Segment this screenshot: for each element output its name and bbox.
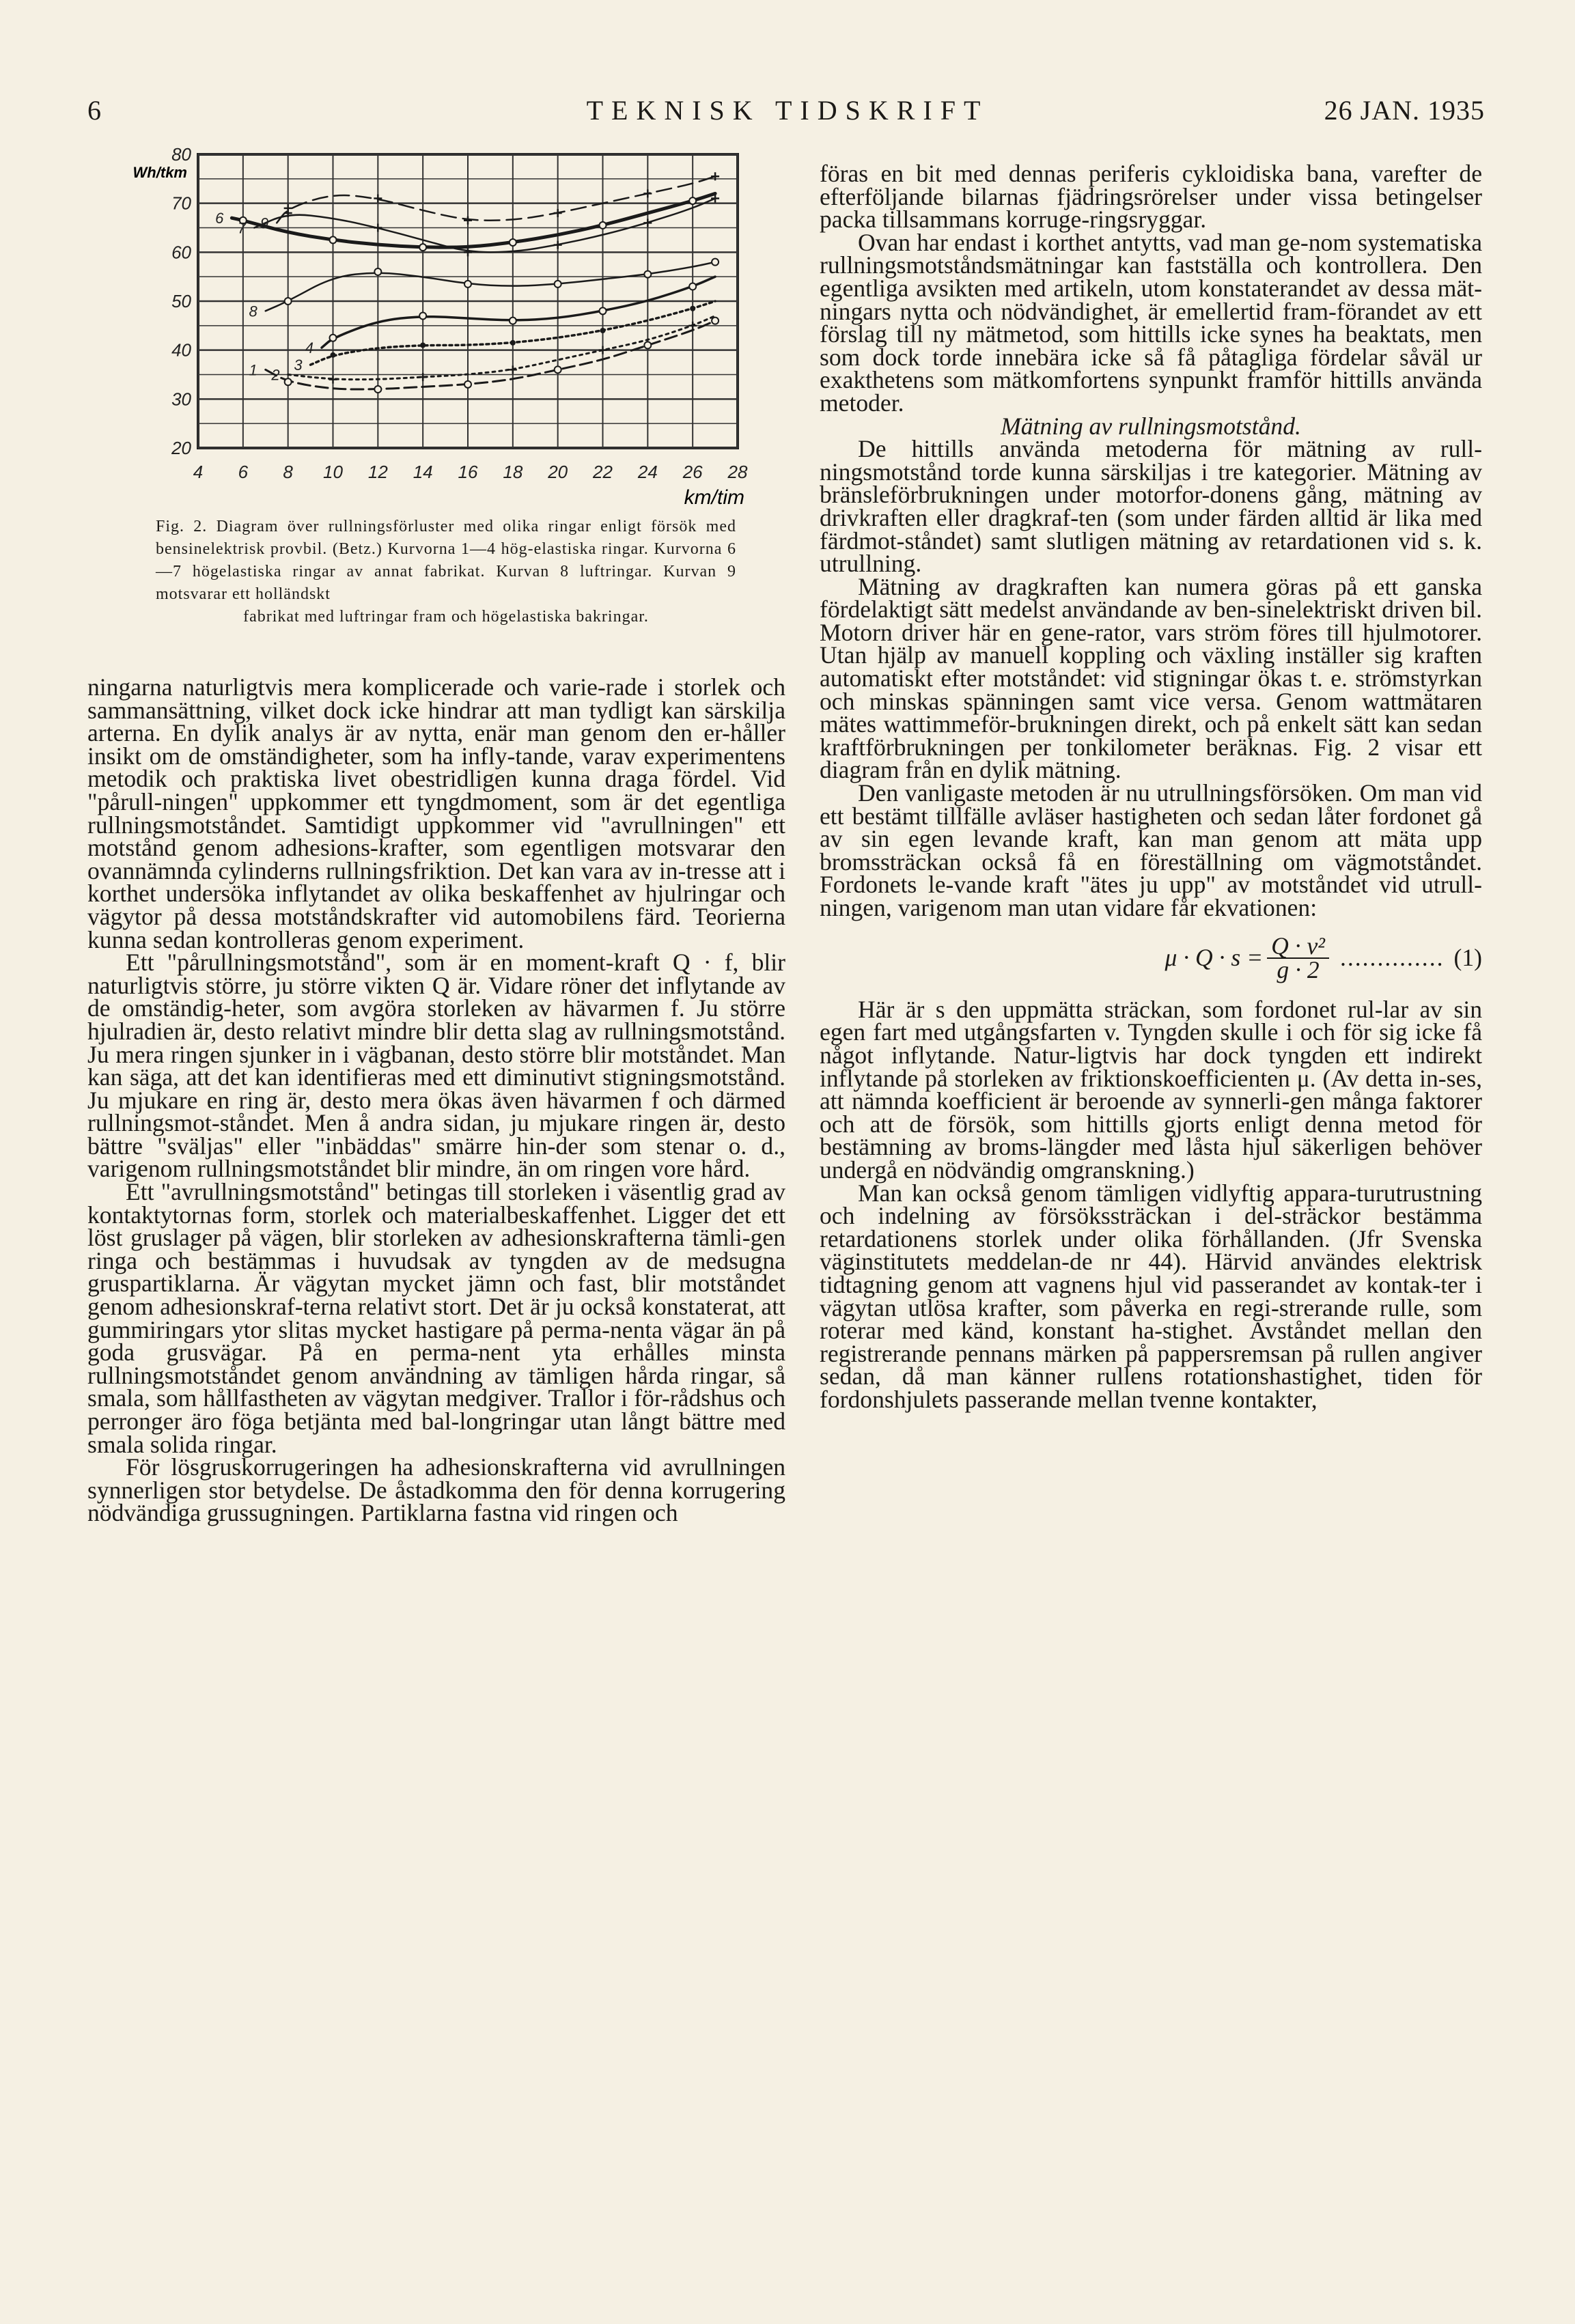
- data-point: [689, 197, 696, 204]
- data-point: [510, 318, 516, 324]
- data-point: [555, 281, 561, 288]
- x-axis-label: km/tim: [684, 486, 744, 509]
- rolling-loss-chart: [102, 127, 785, 509]
- left-column: [87, 673, 785, 1527]
- figure-caption: [156, 516, 736, 628]
- y-tick-label: 80: [171, 144, 191, 165]
- section-heading: Mätning av rullningsmotstånd.: [1001, 412, 1301, 440]
- x-tick-label: 22: [593, 462, 613, 482]
- data-point: [554, 241, 562, 249]
- data-point: [554, 209, 562, 217]
- data-point: [643, 189, 652, 197]
- paragraph: Ovan har endast i korthet antytts, vad man ge-nom systematiska rullningsmotståndsmätningar kan fastställa och kontrollera. Den egentliga avsikten med artikeln, utom konstaterandet av dessa mät-ningars nytta och nödvändighet, är emellertid fram-förandet av ett förslag till ny mätmetod, som hittills icke synes ha beaktats, men som dock torde innebära icke så få påtagliga fördelar såväl ur exakthetens som mätkomfortens synpunkt framför hittills använda metoder.: [820, 228, 1482, 417]
- page-number: 6: [87, 95, 102, 126]
- data-point: [331, 352, 336, 358]
- data-point: [374, 386, 381, 393]
- y-tick-label: 60: [171, 242, 191, 263]
- x-tick-label: 10: [323, 462, 343, 482]
- equation-number: (1): [1453, 944, 1482, 972]
- x-tick-label: 28: [727, 462, 748, 482]
- paragraph: föras en bit med dennas periferis cykloidiska bana, varefter de efterföljande bilarnas fjädringsrörelser under vissa betingelser packa tillsammans korruge-ringsryggar.: [820, 160, 1482, 234]
- curve-label: 8: [249, 303, 257, 320]
- data-point: [510, 340, 516, 346]
- curve-label: 7: [238, 219, 247, 237]
- y-tick-label: 40: [171, 339, 191, 361]
- curve-label: 4: [305, 339, 314, 357]
- data-point: [420, 343, 426, 348]
- equation-leader-dots: ..............: [1339, 944, 1445, 972]
- data-point: [644, 342, 651, 349]
- equation-numerator: Q · v²: [1267, 935, 1329, 960]
- right-column: [820, 160, 1482, 1413]
- y-tick-label: 30: [171, 389, 191, 410]
- data-point: [374, 268, 381, 275]
- curve-label: 1: [249, 361, 257, 379]
- equation-fraction: [1267, 932, 1329, 984]
- paragraph: ningarna naturligtvis mera komplicerade och varie-rade i storlek och sammansättning, vilket dock icke hindrar att man tydligt kan särskilja arterna. En dylik analys är av nytta, enär man genom den er-håller insikt om de omständigheter, som ha infly-tande, varav experimentens metodik och praktiska livet obestridligen kunna draga fördel. Vid "pårull-ningen" uppkommer ett tyngdmoment, som är det egentliga rullningsmotståndet. Samtidigt uppkommer vid "avrullningen" ett motstånd genom adhesions-krafter, som egentligen motsvarar den ovannämnda cylinderns rullningsfriktion. Det kan vara av in-tresse att i korthet undersöka inflytandet av olika beskaffenhet av hjulringar och vägytor på dessa motståndskrafter vid automobilens färd. Teorierna kunna sedan kontrolleras genom experiment.: [87, 673, 785, 953]
- data-point: [464, 216, 472, 225]
- paragraph: De hittills använda metoderna för mätning av rull-ningsmotstånd torde kunna särskiljas i tre kategorier. Mätning av bränsleförbrukningen under motorfor-donens gång, mätning av drivkraften eller dragkraf-ten (som under färden alltid är lika med färdmot-ståndet) samt slutligen mätning av retardationen vid s. k. utrullning.: [820, 435, 1482, 578]
- x-tick-label: 24: [637, 462, 658, 482]
- paragraph: Ett "pårullningsmotstånd", som är en moment-kraft Q · f, blir naturligtvis större, ju större vikten Q är. Vidare röner det inflytande av de omständig-heter, som avgöra storleken av hävarmen f. Ju större hjulradien är, desto relativt mindre blir detta slag av rullningsmotstånd. Ju mera ringen sjunker in i vägbanan, desto större blir motståndet. Man kan säga, att det kan identifieras med ett diminutivt stigningsmotstånd. Ju mjukare en ring är, desto mera ökas även hävarmen f och därmed rullningsmot-ståndet. Men å andra sidan, ju mjukare ringen är, desto bättre "sväljas" eller "inbäddas" smärre hin-der som stenar o. d., varigenom rullningsmotståndet blir mindre, än om ringen vore hård.: [87, 949, 785, 1183]
- paragraph: Mätning av dragkraften kan numera göras på ett ganska fördelaktigt sätt medelst användande av ben-sinelektriskt driven bil. Motorn driver här en gene-rator, vars ström föres till hjulmotorer. Utan hjälp av manuell koppling och växling inställer sig kraften automatiskt efter motståndet: vid stigningar ökas t. e. strömstyrkan och minskas spänningen samt vice versa. Genom wattmätaren mätes wattimmeför-brukningen direkt, och på enkelt sätt kan sedan kraftförbrukningen per tonkilometer beräknas. Fig. 2 visar ett diagram från en dylik mätning.: [820, 572, 1482, 784]
- equation-denominator: g · 2: [1277, 956, 1320, 984]
- equation-1: [820, 932, 1482, 984]
- data-point: [643, 219, 652, 227]
- curve-label: 3: [294, 356, 303, 374]
- data-point: [285, 378, 292, 385]
- data-point: [644, 271, 651, 278]
- x-tick-label: 20: [548, 462, 568, 482]
- paragraph: Den vanligaste metoden är nu utrullningsförsöken. Om man vid ett bestämt tillfälle avläser hastigheten och sedan låter fordonet gå av sin egen levande kraft, kan man genom att mäta upp bromssträckan också få en föreställning om vägmotståndet. Fordonets le-vande kraft "ätes ju upp" av motståndet vid utrull-ningen, varigenom man utan vidare får ekvationen:: [820, 779, 1482, 921]
- paragraph: Ett "avrullningsmotstånd" betingas till storleken i väsentlig grad av kontaktytornas form, storlek och materialbeskaffenhet. Ligger det ett löst gruslager på vägen, blir storleken av adhesionskrafterna tämli-gen ringa och bestämmas i huvudsak av tyngden av de medsugna gruspartiklarna. Är vägytan mycket jämn och fast, blir motståndet genom adhesionskraf-terna relativt stort. Det är ju också konstaterat, att gummiringars ytor slitas mycket hastigare på perma-nenta vägar än på goda grusvägar. På en perma-nent yta erhålles minsta rullningsmotståndet genom användning av tämligen hårda ringar, så smala, som hållfastheten av vägytan medgiver. Trallor i för-rådshus och perronger äro föga betjänta med bal-longringar utan långt bättre med smala solida ringar.: [87, 1178, 785, 1458]
- x-tick-label: 12: [367, 462, 388, 482]
- data-point: [600, 328, 606, 333]
- data-point: [712, 259, 719, 266]
- y-axis-label: Wh/tkm: [133, 164, 187, 181]
- issue-date: 26 JAN. 1935: [1324, 95, 1485, 126]
- x-tick-label: 14: [413, 462, 433, 482]
- y-tick-label: 70: [171, 193, 191, 214]
- data-point: [510, 239, 516, 246]
- data-point: [374, 195, 382, 203]
- data-point: [464, 281, 471, 288]
- data-point: [329, 376, 337, 384]
- x-tick-label: 18: [503, 462, 523, 482]
- journal-title: TEKNISK TIDSKRIFT: [586, 95, 989, 126]
- paragraph: För lösgruskorrugeringen ha adhesionskrafterna vid avrullningen synnerligen stor betydelse. De åstadkomma den för denna korrugering nödvändiga grussugningen. Partiklarna fastna vid ringen och: [87, 1453, 785, 1527]
- data-point: [330, 236, 337, 243]
- x-tick-label: 26: [682, 462, 703, 482]
- data-point: [555, 366, 561, 373]
- data-point: [464, 381, 471, 388]
- data-point: [712, 318, 719, 324]
- data-point: [600, 307, 607, 314]
- data-point: [690, 306, 695, 311]
- data-point: [688, 322, 697, 330]
- data-point: [464, 248, 472, 256]
- x-tick-label: 16: [458, 462, 478, 482]
- y-tick-label: 20: [171, 438, 191, 458]
- equation-lhs: μ · Q · s =: [1165, 944, 1264, 972]
- paragraph: Man kan också genom tämligen vidlyftig appara-turutrustning och indelning av försökssträckan i del-sträckor bestämma retardationens storlek under olika förhållanden. (Jfr Svenska väginstitutets meddelan-de nr 44). Härvid användes elektrisk tidtagning genom att vagnens hjul vid passerandet av kontak-ter i vägytan utlösa krafter, som påverka en regi-strerande rulle, som roterar med känd, konstant ha-stighet. Avståndet mellan den registrerande pennans märken på pappersremsan på rullen angiver sedan, då man känner rullens rotationshastighet, tiden för fordonshjulets passerande mellan tvenne kontakter,: [820, 1179, 1482, 1413]
- chart-grid: [198, 154, 738, 448]
- chart-series: [232, 172, 719, 393]
- data-point: [330, 335, 337, 341]
- chart-ticks: [171, 144, 748, 482]
- x-tick-label: 6: [238, 462, 249, 482]
- data-point: [599, 346, 607, 354]
- figure-caption-main: Fig. 2. Diagram över rullningsförluster med olika ringar enligt försök med bensinelektrisk provbil. (Betz.) Kurvorna 1—4 hög-elastiska ringar. Kurvorna 6—7 högelastiska ringar av annat fabrikat. Kurvan 8 luftringar. Kurvan 9 motsvarar ett holländskt: [156, 518, 736, 603]
- data-point: [284, 204, 292, 212]
- paragraph: Här är s den uppmätta sträckan, som fordonet rul-lar av sin egen fart med utgångsfarten v. Tyngden skulle i och för sig icke få något inflytande. Natur-ligtvis har dock tyngden ett indirekt inflytande på storleken av friktionskoefficienten μ. (Av detta in-ses, att nämnda koefficient är beroende av synnerli-gen många faktorer och att de försök, som hittills gjorts enligt denna metod för bestämning av broms-längder med låsta hjul säkerligen behöver undergå en nödvändig omgranskning.): [820, 995, 1482, 1184]
- curve-label: 6: [215, 210, 224, 227]
- data-point: [509, 365, 517, 374]
- figure-caption-last: fabrikat med luftringar fram och högelastiska bakringar.: [243, 608, 649, 626]
- data-point: [285, 298, 292, 305]
- data-point: [600, 222, 607, 229]
- series-line: [277, 176, 715, 223]
- x-tick-label: 4: [193, 462, 204, 482]
- curve-label: 9: [260, 214, 269, 232]
- data-point: [419, 313, 426, 320]
- x-tick-label: 8: [283, 462, 293, 482]
- data-point: [689, 283, 696, 290]
- y-tick-label: 50: [171, 291, 191, 311]
- curve-label: 2: [271, 366, 280, 384]
- data-point: [374, 224, 382, 232]
- data-point: [419, 244, 426, 251]
